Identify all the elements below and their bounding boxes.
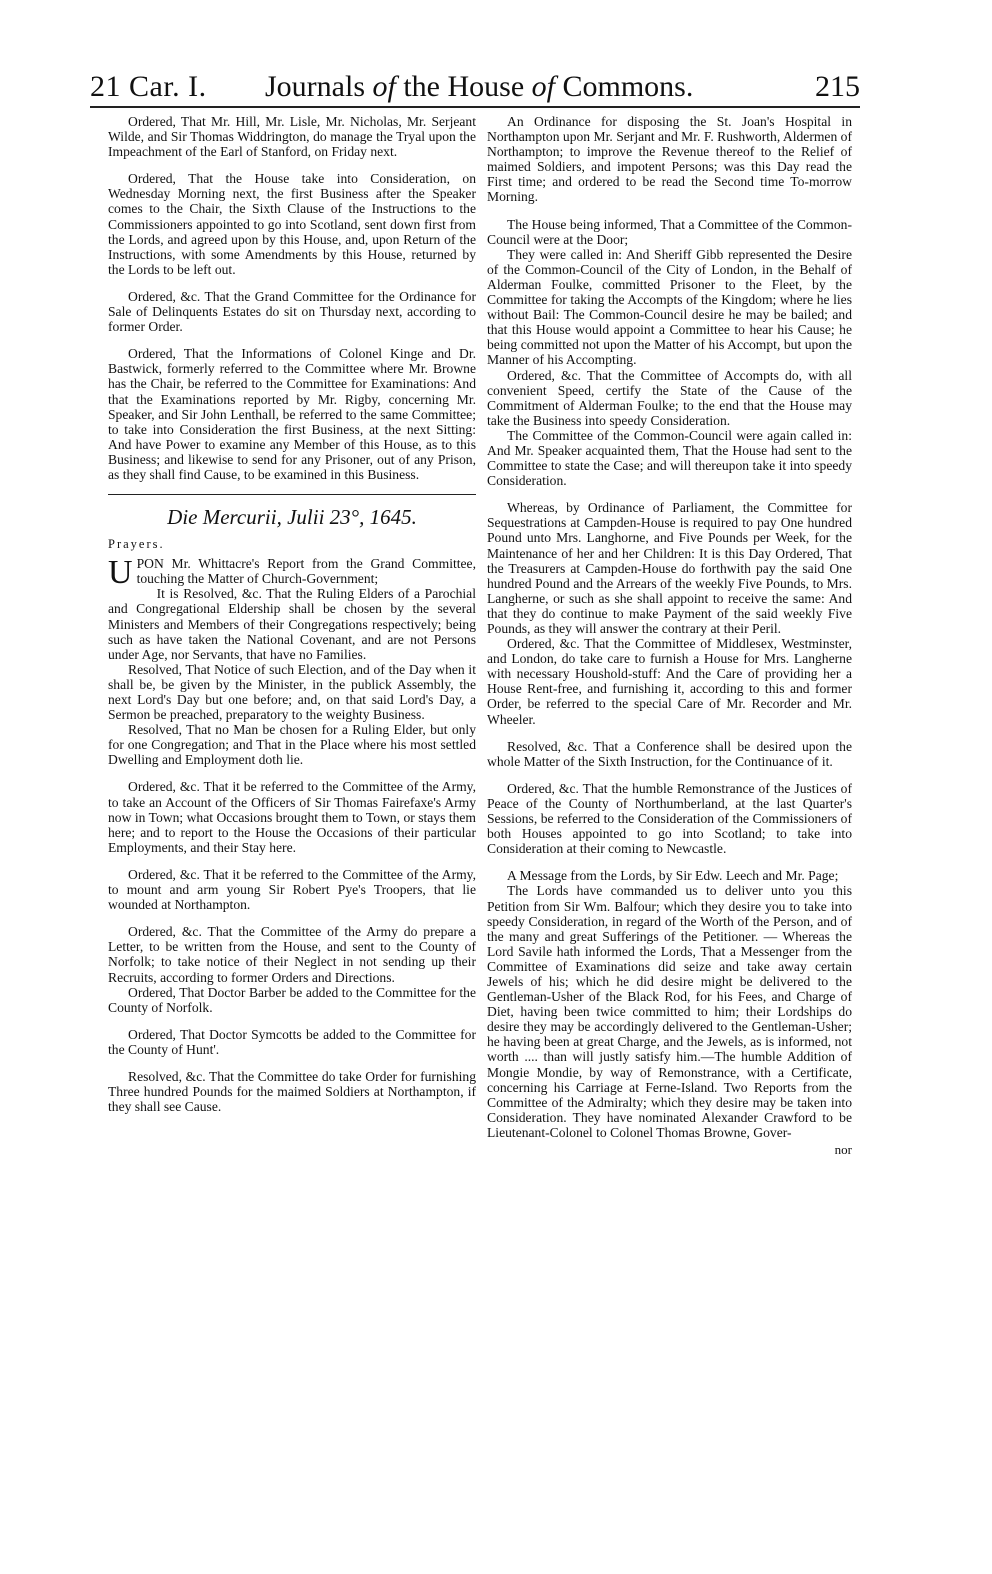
entry-called-in-again: The Committee of the Common-Council were again called in: And Mr. Speaker acquainted them, That the House had sent to the Committee to state the Case; and will thereupon take it into speedy Consideration. [487, 427, 852, 489]
entry-order-tryal: Ordered, That Mr. Hill, Mr. Lisle, Mr. Nicholas, Mr. Serjeant Wilde, and Sir Thomas Widdrington, do manage the Tryal upon the Impeachment of the Earl of Stanford, on Friday next. [108, 114, 476, 160]
title-house: House [447, 70, 525, 103]
entry-order-delinquents: Ordered, &c. That the Grand Committee for the Ordinance for Sale of Delinquents Estates do sit on Thursday next, according to former Order. [108, 288, 476, 335]
title-of-2: of [524, 70, 563, 103]
title-the: the [395, 70, 448, 103]
running-header [90, 70, 860, 110]
entry-doctor-barber: Ordered, That Doctor Barber be added to the Committee for the County of Norfolk. [108, 984, 476, 1015]
entry-doctor-symcotts: Ordered, That Doctor Symcotts be added to the Committee for the County of Hunt'. [108, 1026, 476, 1057]
entry-one-congregation: Resolved, That no Man be chosen for a Ruling Elder, but only for one Congregation; and That in the Place where his most settled Dwelling and Employment doth lie. [108, 722, 476, 768]
title-commons: Commons. [562, 70, 694, 103]
header-rule [90, 106, 860, 108]
entry-langherne-house: Ordered, &c. That the Committee of Middlesex, Westminster, and London, do take care to furnish a House for Mrs. Langherne with necessary Houshold-stuff: And the Care of providing her a House Rent-free, and furnishing it, according to this and former Order, be referred to the special Care of Mr. Recorder and Mr. Wheeler. [487, 636, 852, 727]
entry-church-government [108, 554, 476, 592]
regnal-year: 21 Car. I. [90, 70, 207, 103]
section-divider [108, 494, 476, 495]
day-heading: Die Mercurii, Julii 23°, 1645. [167, 505, 417, 530]
entry-army-officers: Ordered, &c. That it be referred to the Committee of the Army, to take an Account of the Officers of Sir Thomas Fairefaxe's Army now in Town; what Occasions brought them to Town, or stays them here; and to report to the House the Occasions of their particular Employments, and their Stay here. [108, 779, 476, 855]
entry-church-government-text: PON Mr. Whittacre's Report from the Grand Committee, touching the Matter of Church-Government; [136, 556, 476, 587]
entry-common-council-door: The House being informed, That a Committee of the Common-Council were at the Door; [487, 216, 852, 247]
entry-st-joans-hospital: An Ordinance for disposing the St. Joan's Hospital in Northampton upon Mr. Serjant and Mr. F. Rushworth, Aldermen of Northampton; to improve the Revenue thereof to the Relief of maimed Soldiers, and impotent Persons; was this Day read the First time; and ordered to be read the Second time To-morrow Morning. [487, 114, 852, 205]
entry-conference: Resolved, &c. That a Conference shall be desired upon the whole Matter of the Sixth Instruction, for the Continuance of it. [487, 738, 852, 769]
entry-notice-election: Resolved, That Notice of such Election, and of the Day when it shall be, be given by the Minister, in the publick Assembly, the next Lord's Day but one before; and, on that said Lord's Day, a Sermon be preached, preparatory to the weighty Business. [108, 661, 476, 723]
entry-order-informations: Ordered, That the Informations of Colonel Kinge and Dr. Bastwick, formerly referred to the Committee where Mr. Browne has the Chair, be referred to the Committee for Examinations: And that the Examinations reported by Mr. Rigby, concerning Mr. Speaker, and Sir John Lenthall, be referred to the same Committee; to take into Consideration the first Business, at the next Sitting: And have Power to examine any Member of this House, as to this Business; and likewise to send for any Prisoner, out of any Prison, as they shall find Cause, to be examined in this Business. [108, 346, 476, 482]
entry-pye-troopers: Ordered, &c. That it be referred to the Committee of the Army, to mount and arm young Sir Robert Pye's Troopers, that lie wounded at Northampton. [108, 866, 476, 913]
left-column [108, 114, 476, 1114]
entry-message-lords: A Message from the Lords, by Sir Edw. Leech and Mr. Page; [507, 868, 839, 884]
entry-ruling-elders: It is Resolved, &c. That the Ruling Elders of a Parochial and Congregational Eldership shall be chosen by the several Ministers and Members of their Congregations respectively; being such as have taken the National Covenant, and are not Persons under Age, nor Servants, that have no Families. [108, 586, 476, 662]
title-journals: Journals [265, 70, 373, 103]
title-of: of [372, 70, 396, 103]
prayers-label: Prayers. [108, 537, 165, 552]
right-column [487, 114, 852, 1157]
drop-cap: U [108, 554, 133, 592]
catchword: nor [834, 1142, 852, 1157]
entry-sheriff-gibb: They were called in: And Sheriff Gibb represented the Desire of the Common-Council of the City of London, in the Behalf of Alderman Foulke, committed Prisoner to the Fleet, by the Committee for taking the Accompts of the Kingdom; where he lies without Bail: The Common-Council desire he may be bailed; and that this House would appoint a Committee to hear his Cause; he being committed not upon the Matter of his Accompt, but upon the Manner of his Accompting. [487, 246, 852, 368]
page-number: 215 [815, 70, 860, 103]
entry-order-sixth-clause: Ordered, That the House take into Consideration, on Wednesday Morning next, the first Business after the Speaker comes to the Chair, the Sixth Clause of the Instructions to the Commissioners appointed to go into Scotland, sent down first from the Lords, and agreed upon by this House, and, upon Return of the Instructions, with some Amendments by this House, returned by the Lords to be left out. [108, 171, 476, 277]
entry-balfour-petition: The Lords have commanded us to deliver unto you this Petition from Sir Wm. Balfour; which they desire you to take into speedy Consideration, in regard of the Worth of the Person, and of the many and great Sufferings of the Petitioner. — Whereas the Lord Savile hath informed the Lords, That a Messenger from the Committee of Examinations did seize and take away certain Jewels of his; which he did desire might be delivered to the Gentleman-Usher of the Black Rod, for his Fees, and Charge of Diet, having been twice committed to him; their Lordships do desire they may be accordingly delivered to the Gentleman-Usher; he having been at great Charge, and the Jewels, as is informed, not worth .... than will justly satisfy him.—The humble Addition of Mongie Mondie, by way of Remonstrance, with a Certificate, concerning his Carriage at Ferne-Island. Two Reports from the Committee of the Admiralty; which they desire may be taken into Consideration. They have nominated Alexander Crawford to be Lieutenant-Colonel to Colonel Thomas Browne, Gover- [487, 883, 852, 1140]
entry-langhorne-payment: Whereas, by Ordinance of Parliament, the Committee for Sequestrations at Campden-House is required to pay One hundred Pound unto Mrs. Langhorne, and Five Pounds per Week, for the Maintenance of her and her Children: It is this Day Ordered, That the Treasurers at Campden-House do forthwith pay the said One hundred Pound and the Arrears of the weekly Five Pounds, to Mrs. Langherne, or such as she shall appoint to receive the same: And that they do continue to make Payment of the said weekly Five Pounds, as they will answer the contrary at their Peril. [487, 500, 852, 636]
entry-norfolk-letter: Ordered, &c. That the Committee of the Army do prepare a Letter, to be written from the House, and sent to the County of Norfolk; to take notice of their Neglect in not sending up their Recruits, according to former Orders and Directions. [108, 924, 476, 985]
journal-title [265, 70, 693, 104]
entry-maimed-soldiers: Resolved, &c. That the Committee do take Order for furnishing Three hundred Pounds for the maimed Soldiers at Northampton, if they shall see Cause. [108, 1068, 476, 1115]
entry-committee-accompts: Ordered, &c. That the Committee of Accompts do, with all convenient Speed, certify the State of the Cause of the Commitment of Alderman Foulke; to the end that the House may take the Business into speedy Consideration. [487, 367, 852, 428]
entry-northumberland-remonstrance: Ordered, &c. That the humble Remonstrance of the Justices of Peace of the County of Northumberland, at the last Quarter's Sessions, be referred to the Consideration of the Commissioners of both Houses appointed to go into Scotland; to take into Consideration at their coming to Newcastle. [487, 780, 852, 857]
